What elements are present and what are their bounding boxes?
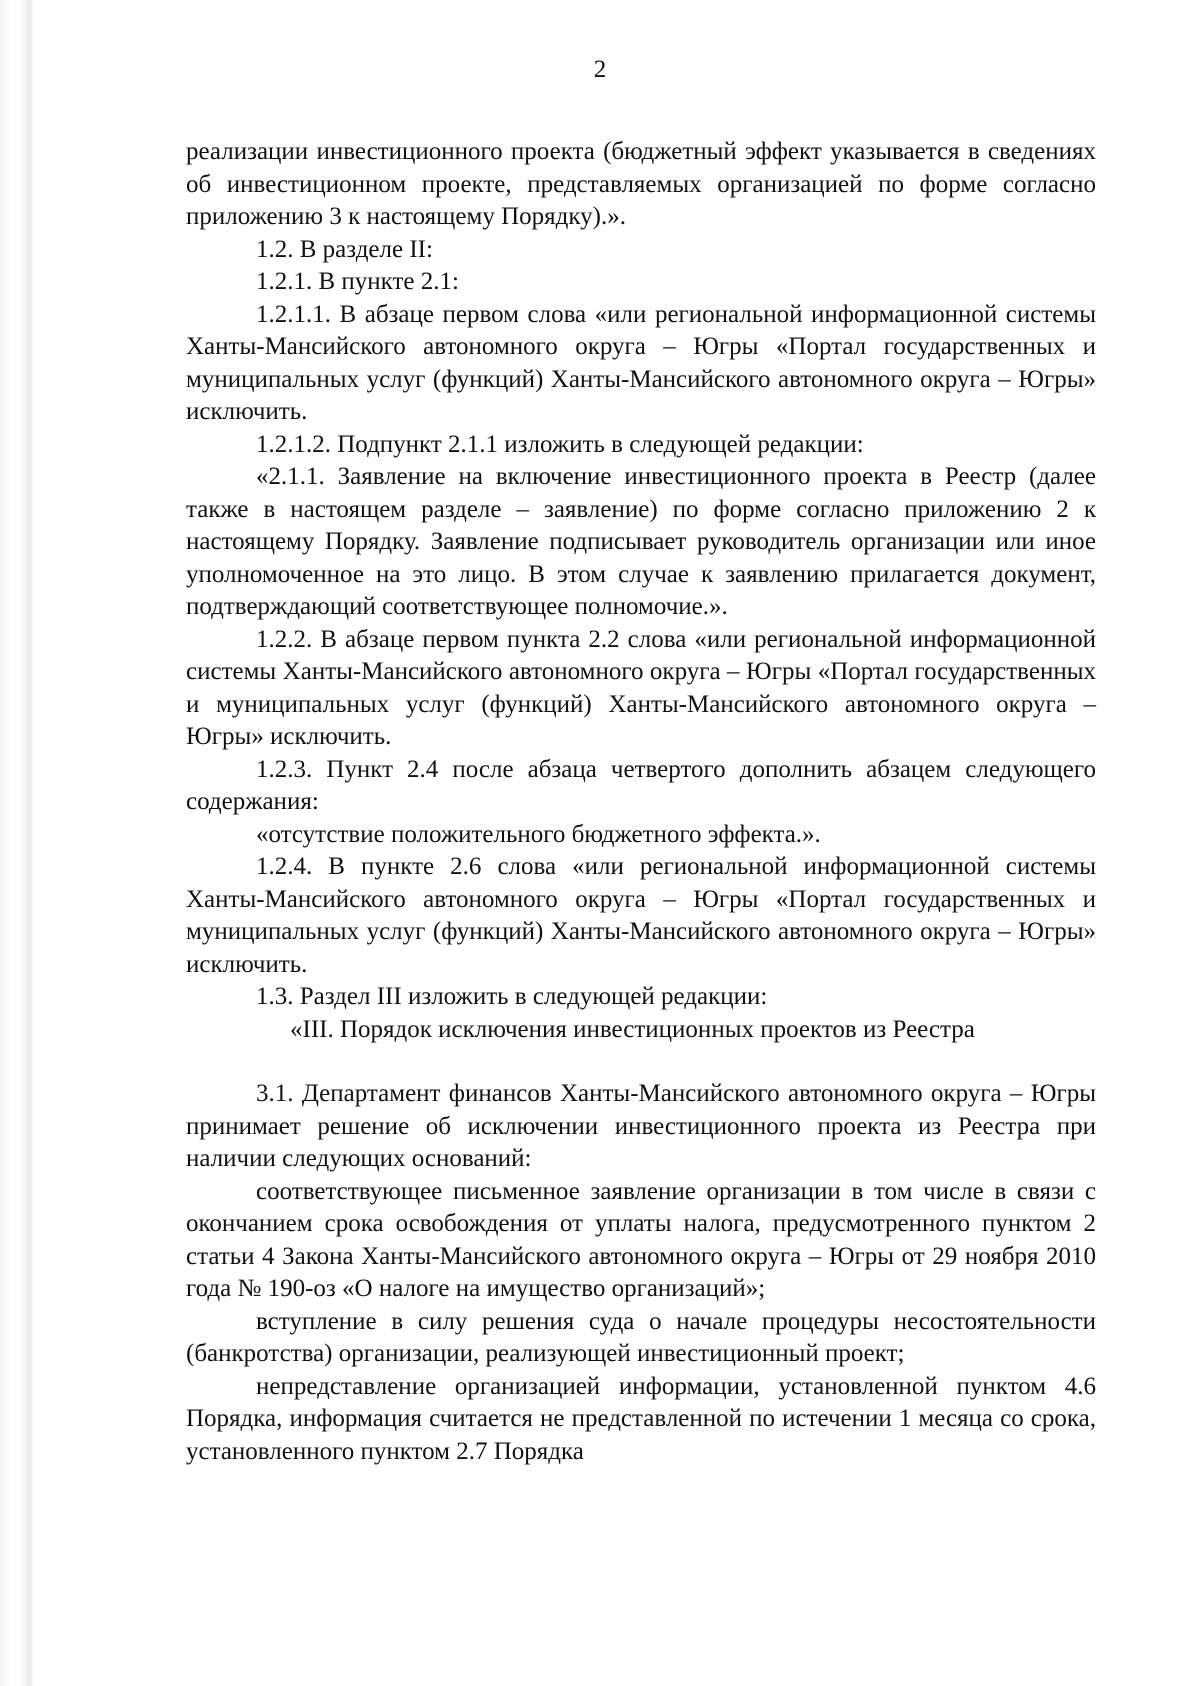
paragraph-1-2-2: 1.2.2. В абзаце первом пункта 2.2 слова «или региональной информационной системы Ханты-Мансийского автономного округа – Югры «Портал государственных и муниципальных услуг (функций) Ханты-Мансийского автономного округа – Югры» исключить. — [186, 625, 1096, 750]
section-spacer — [186, 1046, 1096, 1078]
paragraph-1-2-3: 1.2.3. Пункт 2.4 после абзаца четвертого дополнить абзацем следующего содержания: — [186, 755, 1096, 815]
paragraph-3-1: 3.1. Департамент финансов Ханты-Мансийского автономного округа – Югры принимает решение об исключении инвестиционного проекта из Реестра при наличии следующих оснований: — [186, 1080, 1096, 1172]
scan-edge — [0, 0, 34, 1686]
paragraph-2-1-1-quote: «2.1.1. Заявление на включение инвестиционного проекта в Реестр (далее также в настоящем разделе – заявление) по форме согласно приложению 2 к настоящему Порядку. Заявление подписывает руководитель организации или иное уполномоченное на это лицо. В этом случае к заявлению прилагается документ, подтверждающий соответствующее полномочие.». — [186, 463, 1096, 620]
paragraph-budget-effect-quote: «отсутствие положительного бюджетного эффекта.». — [256, 820, 821, 848]
section-iii-heading: «III. Порядок исключения инвестиционных проектов из Реестра — [290, 1015, 975, 1043]
paragraph-ground-no-information: непредставление организацией информации, установленной пунктом 4.6 Порядка, информация считается не представленной по истечении 1 месяца со срока, установленного пунктом 2.7 Порядка — [186, 1372, 1096, 1465]
paragraph-1-2-1-2: 1.2.1.2. Подпункт 2.1.1 изложить в следующей редакции: — [256, 430, 864, 458]
page-number: 2 — [593, 56, 607, 83]
paragraph-1-2-1-1: 1.2.1.1. В абзаце первом слова «или региональной информационной системы Ханты-Мансийского автономного округа – Югры «Портал государственных и муниципальных услуг (функций) Ханты-Мансийского автономного округа – Югры» исключить. — [186, 300, 1096, 425]
paragraph-1-3: 1.3. Раздел III изложить в следующей редакции: — [256, 983, 768, 1010]
document-body — [186, 136, 1096, 1468]
paragraph-ground-application: соответствующее письменное заявление организации в том числе в связи с окончанием срока освобождения от уплаты налога, предусмотренного пунктом 2 статьи 4 Закона Ханты-Мансийского автономного округа – Югры от 29 ноября 2010 года № 190-оз «О налоге на имущество организаций»; — [186, 1177, 1096, 1302]
paragraph-ground-bankruptcy: вступление в силу решения суда о начале процедуры несостоятельности (банкротства) организации, реализующей инвестиционный проект; — [186, 1307, 1096, 1367]
paragraph-1-2: 1.2. В разделе II: — [256, 235, 433, 263]
paragraph-1-2-1: 1.2.1. В пункте 2.1: — [256, 268, 459, 295]
paragraph-1-2-4: 1.2.4. В пункте 2.6 слова «или региональной информационной системы Ханты-Мансийского автономного округа – Югры «Портал государственных и муниципальных услуг (функций) Ханты-Мансийского автономного округа – Югры» исключить. — [186, 853, 1096, 978]
paragraph-continuation: реализации инвестиционного проекта (бюджетный эффект указывается в сведениях об инвестиционном проекте, представляемых организацией по форме согласно приложению 3 к настоящему Порядку).». — [186, 138, 1096, 230]
